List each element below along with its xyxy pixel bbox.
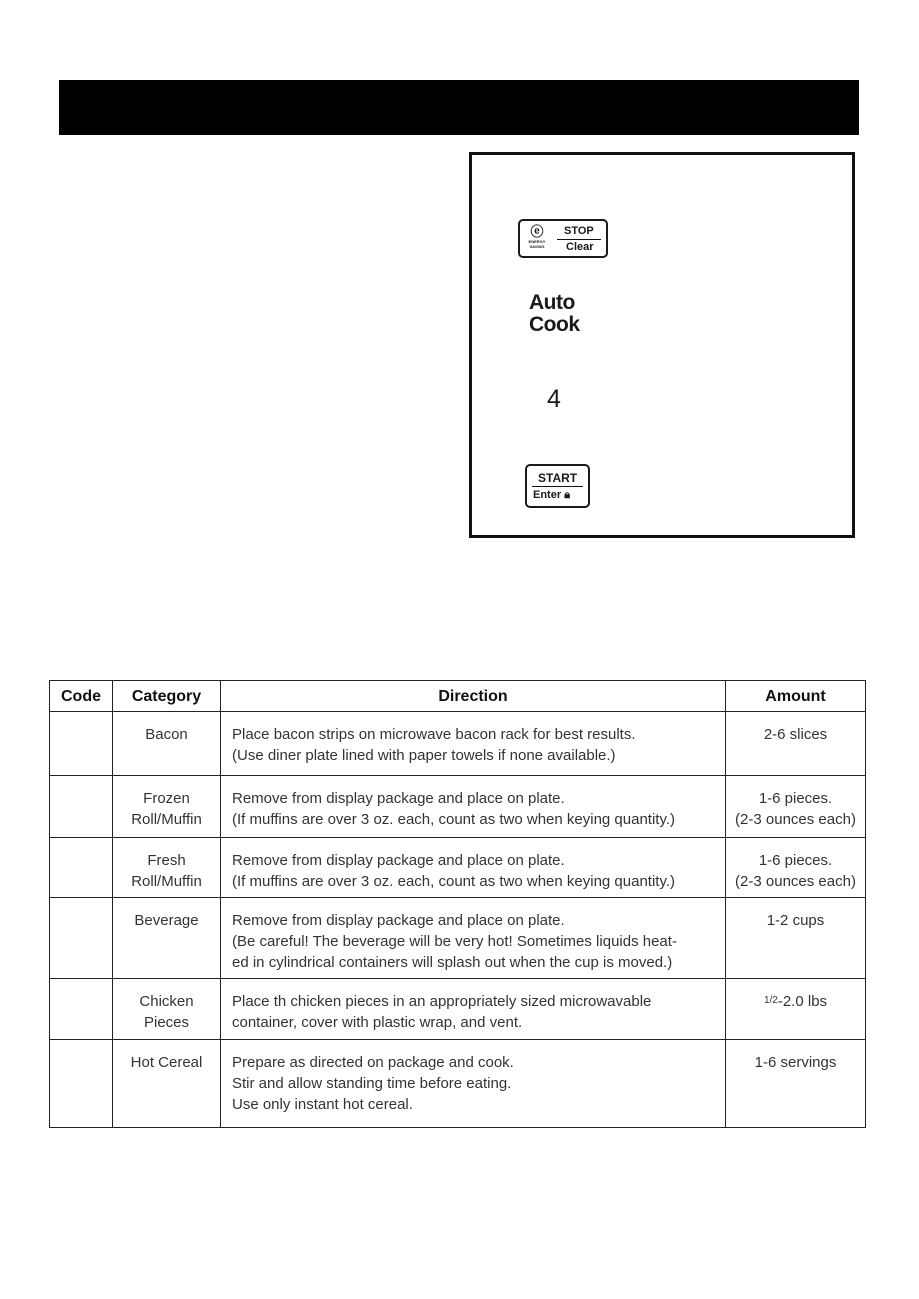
- enter-label: Enter: [533, 489, 562, 501]
- energy-saving-icon: ⓔ ENERGY SAVING: [528, 224, 546, 249]
- table-row: [50, 898, 866, 979]
- number-key-4[interactable]: 4: [547, 385, 561, 413]
- code-cell: [50, 898, 113, 979]
- amount-fraction: 1/2: [763, 995, 778, 1006]
- stop-label: STOP: [564, 225, 594, 237]
- auto-cook-label-2: Cook: [529, 313, 580, 336]
- key-divider: [532, 486, 583, 487]
- amount-cell: 2-6 slices: [726, 712, 866, 776]
- direction-cell: Place th chicken pieces in an appropriately sized microwavable container, cover with plastic wrap, and vent.: [221, 979, 726, 1040]
- table-row: [50, 838, 866, 898]
- key-divider: [557, 239, 601, 240]
- clear-label: Clear: [566, 241, 594, 253]
- auto-cook-key[interactable]: [529, 292, 580, 336]
- code-cell: [50, 1040, 113, 1128]
- category-cell: Bacon: [113, 712, 221, 776]
- direction-cell: Place bacon strips on microwave bacon rack for best results. (Use diner plate lined with paper towels if none available.): [221, 712, 726, 776]
- start-label: START: [538, 471, 578, 485]
- start-enter-key[interactable]: [525, 464, 590, 508]
- amount-cell: $^{1/2}$-2.0 lbs: [726, 979, 866, 1040]
- direction-cell: Remove from display package and place on plate. (If muffins are over 3 oz. each, count as two when keying quantity.): [221, 838, 726, 898]
- category-cell: Beverage: [113, 898, 221, 979]
- code-cell: [50, 712, 113, 776]
- table-row: [50, 776, 866, 838]
- lock-icon: 🔒︎: [564, 489, 571, 501]
- category-cell: Hot Cereal: [113, 1040, 221, 1128]
- control-panel-illustration: [469, 152, 855, 538]
- direction-cell: Remove from display package and place on plate. (If muffins are over 3 oz. each, count as two when keying quantity.): [221, 776, 726, 838]
- header-direction: Direction: [221, 681, 726, 712]
- amount-cell: 1-6 pieces. (2-3 ounces each): [726, 838, 866, 898]
- header-code: Code: [50, 681, 113, 712]
- stop-clear-key[interactable]: [518, 219, 608, 258]
- category-cell: Fresh Roll/Muffin: [113, 838, 221, 898]
- auto-cook-table: [49, 680, 866, 1128]
- amount-cell: 1-6 servings: [726, 1040, 866, 1128]
- table-row: [50, 1040, 866, 1128]
- category-cell: Frozen Roll/Muffin: [113, 776, 221, 838]
- header-category: Category: [113, 681, 221, 712]
- code-cell: [50, 776, 113, 838]
- category-cell: Chicken Pieces: [113, 979, 221, 1040]
- table-row: [50, 979, 866, 1040]
- direction-cell: Prepare as directed on package and cook. Stir and allow standing time before eating. Use only instant hot cereal.: [221, 1040, 726, 1128]
- code-cell: [50, 979, 113, 1040]
- table-header-row: [50, 681, 866, 712]
- amount-cell: 1-6 pieces. (2-3 ounces each): [726, 776, 866, 838]
- auto-cook-label-1: Auto: [529, 291, 575, 314]
- direction-cell: Remove from display package and place on plate. (Be careful! The beverage will be very hot! Sometimes liquids heat- ed in cylindrical containers will splash out when the cup is moved.): [221, 898, 726, 979]
- code-cell: [50, 838, 113, 898]
- amount-cell: 1-2 cups: [726, 898, 866, 979]
- table-row: [50, 712, 866, 776]
- header-amount: Amount: [726, 681, 866, 712]
- section-header-bar: [59, 80, 859, 135]
